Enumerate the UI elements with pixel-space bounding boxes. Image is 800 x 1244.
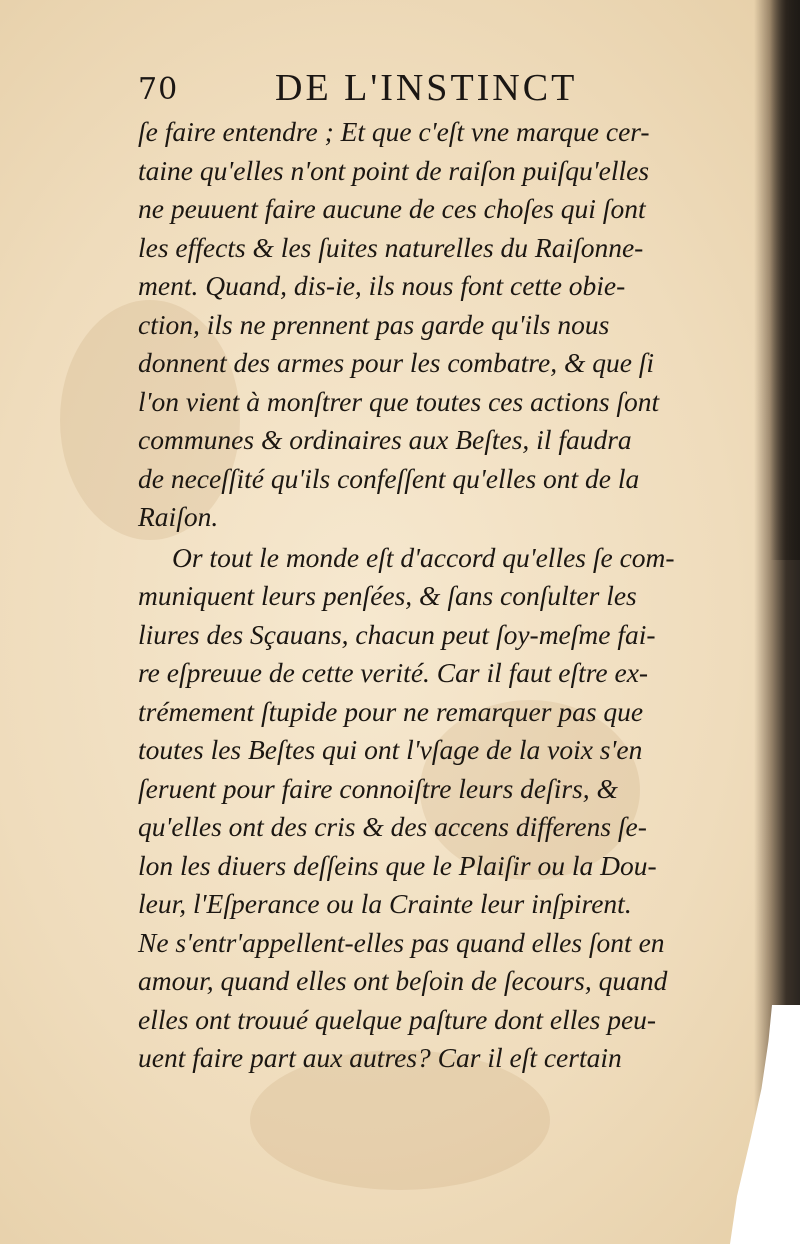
page-number: 70 <box>138 72 179 107</box>
body-text <box>138 113 738 1078</box>
text-line: trémement ſtupide pour ne remarquer pas que <box>138 695 644 727</box>
paragraph <box>138 539 738 1078</box>
text-line: l'on vient à monſtrer que toutes ces actions ſont <box>138 385 660 417</box>
text-line: ment. Quand, dis-ie, ils nous font cette obie- <box>138 270 626 301</box>
text-line: donnent des armes pour les combatre, & que ſi <box>138 347 655 378</box>
text-line: muniquent leurs penſées, & ſans conſulter les <box>138 580 637 611</box>
text-line: Or tout le monde eſt d'accord qu'elles ſe com- <box>172 541 675 573</box>
text-line: liures des Sçauans, chacun peut ſoy-meſme fai- <box>138 618 656 650</box>
text-line: communes & ordinaires aux Beſtes, il faudra <box>138 424 632 455</box>
text-line: ne peuuent faire aucune de ces choſes qui ſont <box>138 193 646 224</box>
text-line: les effects & les ſuites naturelles du Raiſonne- <box>138 231 644 263</box>
text-line: ction, ils ne prennent pas garde qu'ils nous <box>138 308 610 340</box>
text-line: re eſpreuue de cette verité. Car il faut eſtre ex- <box>138 657 649 688</box>
text-line: de neceſſité qu'ils confeſſent qu'elles ont de la <box>138 462 640 494</box>
paragraph <box>138 113 738 537</box>
text-line: ſe faire entendre ; Et que c'eſt vne marque cer- <box>138 116 650 147</box>
text-line: amour, quand elles ont beſoin de ſecours, quand <box>138 965 668 996</box>
text-line: uent faire part aux autres? Car il eſt certain <box>138 1042 622 1073</box>
text-line: ſeruent pour faire connoiſtre leurs deſirs, & <box>138 772 618 804</box>
text-line: elles ont trouué quelque paſture dont elles peu- <box>138 1003 657 1035</box>
text-line: lon les diuers deſſeins que le Plaiſir ou la Dou- <box>138 849 657 881</box>
text-line: leur, l'Eſperance ou la Crainte leur inſpirent. <box>138 888 632 919</box>
text-line: toutes les Beſtes qui ont l'vſage de la voix s'en <box>138 734 643 765</box>
page-binding-dark-edge <box>770 0 800 560</box>
text-line: Raiſon. <box>138 501 219 532</box>
text-line: Ne s'entr'appellent-elles pas quand elles ſont en <box>138 926 665 958</box>
text-line: qu'elles ont des cris & des accens differens ſe- <box>138 811 647 842</box>
text-line: taine qu'elles n'ont point de raiſon puiſqu'elles <box>138 154 650 186</box>
running-head: DE L'INSTINCT <box>275 67 578 109</box>
